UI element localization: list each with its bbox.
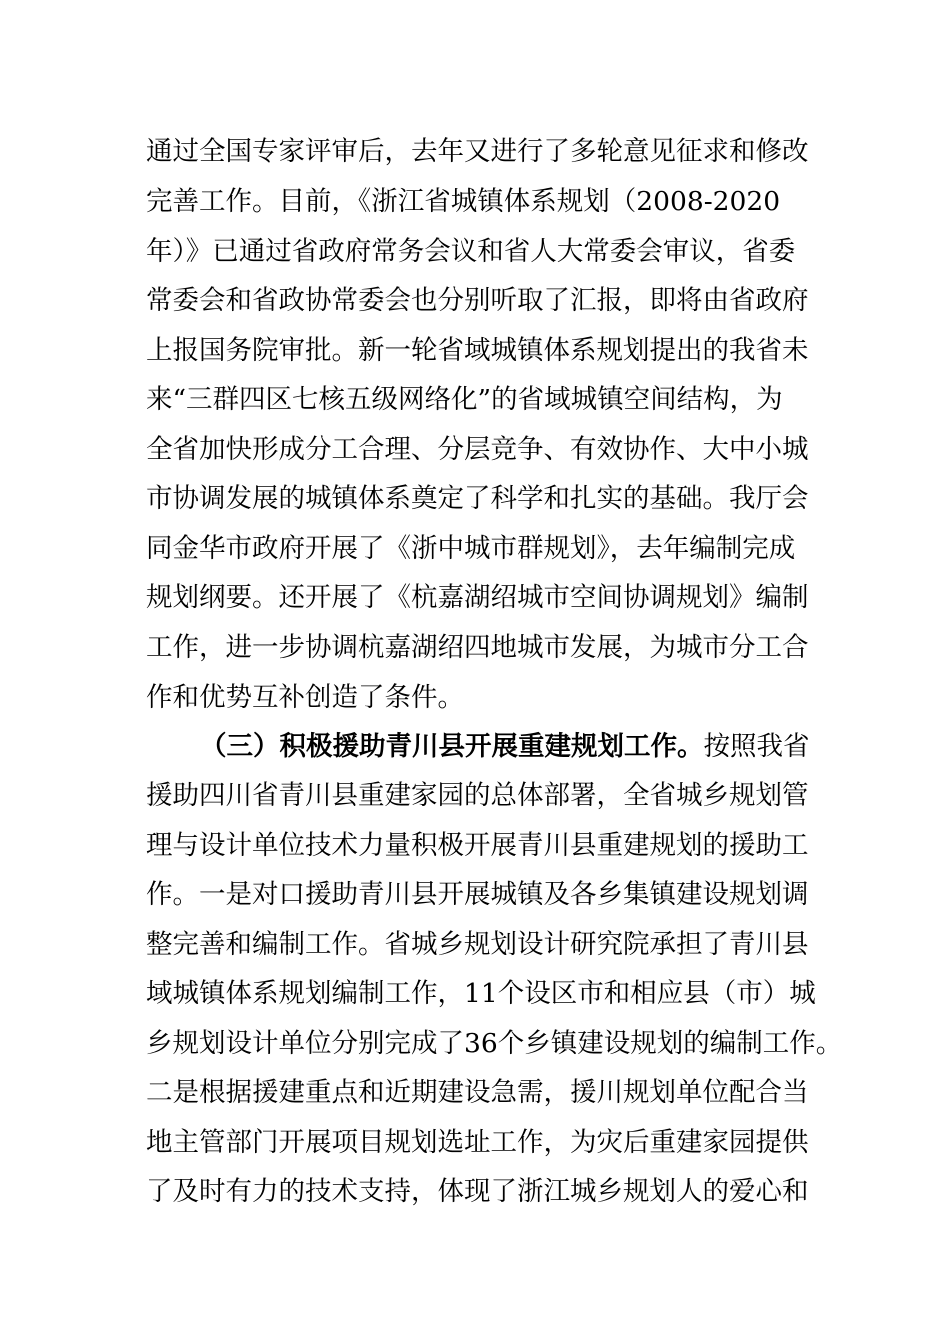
- body-text-line: 乡规划设计单位分别完成了36个乡镇建设规划的编制工作。: [146, 1028, 843, 1059]
- section-heading: （三）积极援助青川县开展重建规划工作。: [200, 731, 704, 762]
- body-text-line: 工作，进一步协调杭嘉湖绍四地城市发展，为城市分工合: [146, 632, 809, 663]
- body-text-line: 完善工作。目前，《浙江省城镇体系规划（2008-2020: [146, 186, 781, 217]
- body-text-line: 作。一是对口援助青川县开展城镇及各乡集镇建设规划调: [146, 879, 809, 910]
- body-text-line: 地主管部门开展项目规划选址工作，为灾后重建家园提供: [146, 1127, 809, 1158]
- section-first-line: [200, 727, 826, 767]
- body-text-line: 来“三群四区七核五级网络化”的省域城镇空间结构，为: [146, 384, 783, 415]
- section-first-line-text: 按照我省: [703, 731, 810, 762]
- body-text-line: 二是根据援建重点和近期建设急需，援川规划单位配合当: [146, 1077, 809, 1108]
- body-text-line: 全省加快形成分工合理、分层竞争、有效协作、大中小城: [146, 434, 809, 465]
- body-text-line: 整完善和编制工作。省城乡规划设计研究院承担了青川县: [146, 929, 809, 960]
- body-text-line: 通过全国专家评审后，去年又进行了多轮意见征求和修改: [146, 136, 809, 167]
- body-text-line: 理与设计单位技术力量积极开展青川县重建规划的援助工: [146, 830, 809, 861]
- body-text-line: 了及时有力的技术支持，体现了浙江城乡规划人的爱心和: [146, 1176, 809, 1207]
- body-text-line: 域城镇体系规划编制工作，11个设区市和相应县（市）城: [146, 978, 816, 1009]
- body-text-line: 市协调发展的城镇体系奠定了科学和扎实的基础。我厅会: [146, 483, 809, 514]
- body-text-line: 作和优势互补创造了条件。: [146, 682, 464, 713]
- body-text-line: 同金华市政府开展了《浙中城市群规划》，去年编制完成: [146, 533, 796, 564]
- body-text-line: 援助四川省青川县重建家园的总体部署，全省城乡规划管: [146, 780, 809, 811]
- body-text-line: 规划纲要。还开展了《杭嘉湖绍城市空间协调规划》编制: [146, 582, 809, 613]
- body-text-line: 年）》已通过省政府常务会议和省人大常委会审议，省委: [146, 236, 796, 267]
- body-text-line: 上报国务院审批。新一轮省域城镇体系规划提出的我省未: [146, 335, 809, 366]
- body-text-line: 常委会和省政协常委会也分别听取了汇报，即将由省政府: [146, 285, 809, 316]
